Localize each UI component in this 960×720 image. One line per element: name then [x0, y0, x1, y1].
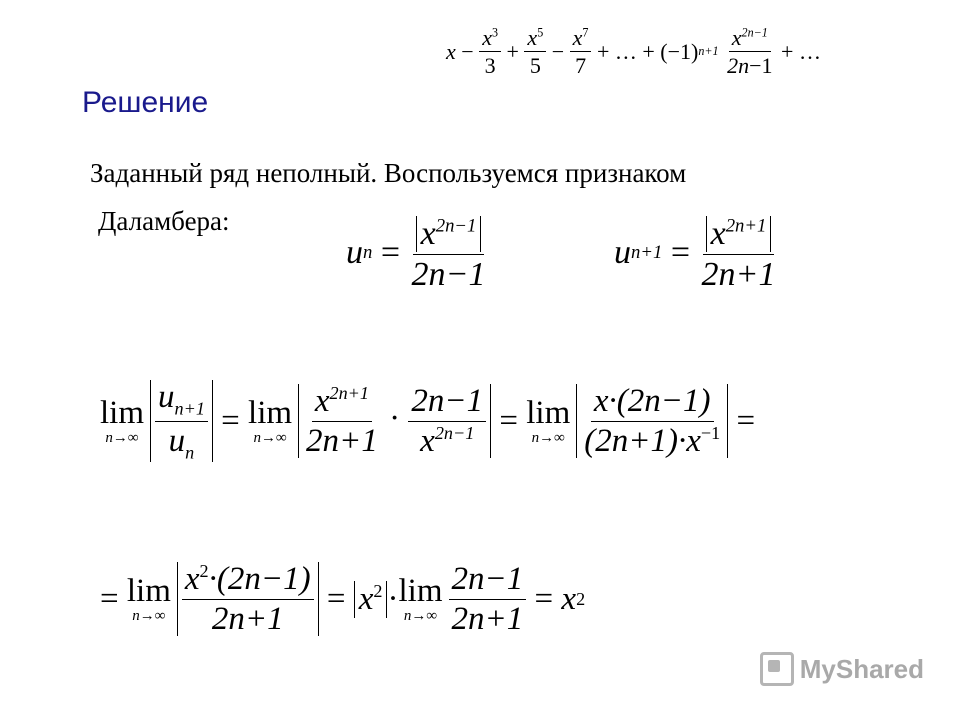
series-header: x − $\frac{x^3}{3}$ + $\frac{x^5}{5}$ − $\frac{x^7}{7}$ + … + (−1) n+1 $\frac{x^{2n-1}}{2n-1}$ + … [446, 25, 821, 79]
paragraph-line-1: Заданный ряд неполный. Воспользуемся признаком [90, 158, 687, 188]
watermark-text: MyShared [799, 653, 924, 684]
paragraph-line-2: Даламбера: [98, 206, 230, 236]
share-icon [760, 652, 794, 686]
formula-un1: u n+1 = $\frac{x^{2n+1}}{2n+1}$ [614, 215, 776, 294]
section-title: Решение [82, 86, 209, 119]
formula-un: u n = $\frac{x^{2n-1}}{2n-1}$ [346, 215, 486, 294]
watermark-logo [760, 652, 924, 686]
limit-chain-2: = lim n→∞ $\frac{x^2\cdot(2n-1)}{2n+1}$ = $x^2$ · lim n→∞ $\frac{2n-1}{2n+1}$ = x 2 [100, 561, 586, 637]
limit-chain-1: lim n→∞ $\frac{u_{n+1}}{u_n}$ = lim n→∞ $\frac{x^{2n+1}}{2n+1}$ · $\frac{2n-1}{x^{2n-1}}$ = lim n→∞ $\frac{x\cdot(2n-1)}{(2n+1)\cdot x^{-1}}$ = [100, 379, 756, 463]
series-header-text [0, 0, 1, 1]
